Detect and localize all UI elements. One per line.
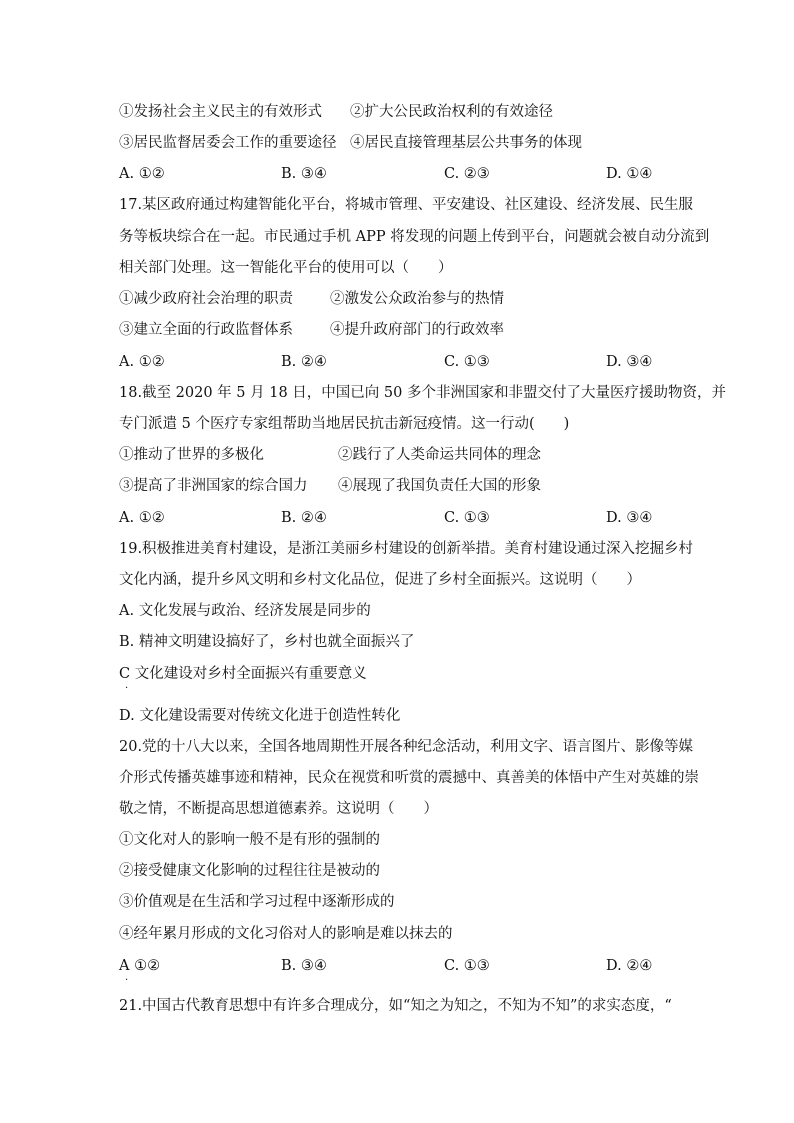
q17-options — [119, 352, 679, 372]
q21-stem-line-1: 21.中国古代教育思想中有许多合理成分，如“知之为知之，不知为不知”的求实态度，“ — [119, 998, 672, 1014]
q17-stem-line-3: 相关部门处理。这一智能化平台的使用可以（ ） — [119, 260, 453, 276]
stray-mark: · — [125, 975, 129, 986]
q16-statement-4: ④居民直接管理基层公共事务的体现 — [350, 135, 582, 151]
q17-statement-4: ④提升政府部门的行政效率 — [330, 322, 504, 338]
q17-option-d: D. ③④ — [606, 354, 653, 370]
q16-statement-2: ②扩大公民政治权利的有效途径 — [350, 104, 553, 120]
q18-statement-2: ②践行了人类命运共同体的理念 — [338, 447, 541, 463]
q20-option-b: B. ③④ — [281, 958, 327, 974]
q16-statement-1: ①发扬社会主义民主的有效形式 — [119, 104, 322, 120]
q18-statement-1: ①推动了世界的多极化 — [119, 447, 264, 463]
q20-option-a: A ①② — [119, 958, 161, 974]
q19-stem-line-1: 19.积极推进美育村建设，是浙江美丽乡村建设的创新举措。美育村建设通过深入挖掘乡村 — [119, 541, 694, 557]
q18-statement-3: ③提高了非洲国家的综合国力 — [119, 478, 308, 494]
q16-statement-3: ③居民监督居委会工作的重要途径 — [119, 135, 337, 151]
q18-stem-line-2: 专门派遣 5 个医疗专家组帮助当地居民抗击新冠疫情。这一行动( ) — [119, 416, 570, 432]
q20-statement-1: ①文化对人的影响一般不是有形的强制的 — [119, 832, 380, 848]
stray-mark: · — [125, 683, 129, 694]
q20-options — [119, 956, 679, 976]
q17-statement-1: ①减少政府社会治理的职责 — [119, 291, 293, 307]
q17-stem-line-2: 务等板块综合在一起。市民通过手机 APP 将发现的问题上传到平台，问题就会被自动分流到 — [119, 229, 710, 245]
q19-choice-a: A. 文化发展与政治、经济发展是同步的 — [119, 603, 371, 619]
q16-option-b: B. ③④ — [281, 166, 327, 182]
q16-options — [119, 164, 679, 184]
q19-stem-line-2: 文化内涵，提升乡风文明和乡村文化品位，促进了乡村全面振兴。这说明（ ） — [119, 572, 641, 588]
q17-option-c: C. ①③ — [444, 354, 490, 370]
q17-statement-3: ③建立全面的行政监督体系 — [119, 322, 293, 338]
q18-options — [119, 508, 679, 528]
q18-option-b: B. ②④ — [281, 510, 327, 526]
q19-choice-b: B. 精神文明建设搞好了，乡村也就全面振兴了 — [119, 634, 415, 650]
q20-stem-line-1: 20.党的十八大以来，全国各地周期性开展各种纪念活动，利用文字、语言图片、影像等媒 — [119, 739, 694, 755]
q16-option-a: A. ①② — [119, 166, 165, 182]
q20-statement-2: ②接受健康文化影响的过程往往是被动的 — [119, 863, 380, 879]
q18-option-c: C. ①③ — [444, 510, 490, 526]
q20-stem-line-2: 介形式传播英雄事迹和精神，民众在视赏和听赏的震撼中、真善美的体悟中产生对英雄的崇 — [119, 770, 699, 786]
q17-option-a: A. ①② — [119, 354, 165, 370]
q20-option-c: C. ①③ — [444, 958, 490, 974]
q20-stem-line-3: 敬之情，不断提高思想道德素养。这说明（ ） — [119, 801, 438, 817]
q17-option-b: B. ②④ — [281, 354, 327, 370]
q18-option-d: D. ③④ — [606, 510, 653, 526]
q19-choice-d: D. 文化建设需要对传统文化进于创造性转化 — [119, 708, 401, 724]
q18-option-a: A. ①② — [119, 510, 165, 526]
q18-stem-line-1: 18.截至 2020 年 5 月 18 日，中国已向 50 多个非洲国家和非盟交付了大量医疗援助物资，并 — [119, 385, 726, 401]
q19-choice-c: C 文化建设对乡村全面振兴有重要意义 — [119, 666, 367, 682]
q17-stem-line-1: 17.某区政府通过构建智能化平台，将城市管理、平安建设、社区建设、经济发展、民生服 — [119, 197, 694, 213]
q20-option-d: D. ②④ — [606, 958, 653, 974]
q20-statement-3: ③价值观是在生活和学习过程中逐渐形成的 — [119, 894, 395, 910]
q20-statement-4: ④经年累月形成的文化习俗对人的影响是难以抹去的 — [119, 926, 453, 942]
q16-option-d: D. ①④ — [606, 166, 653, 182]
q18-statement-4: ④展现了我国负责任大国的形象 — [338, 478, 541, 494]
q16-option-c: C. ②③ — [444, 166, 490, 182]
q17-statement-2: ②激发公众政治参与的热情 — [330, 291, 504, 307]
